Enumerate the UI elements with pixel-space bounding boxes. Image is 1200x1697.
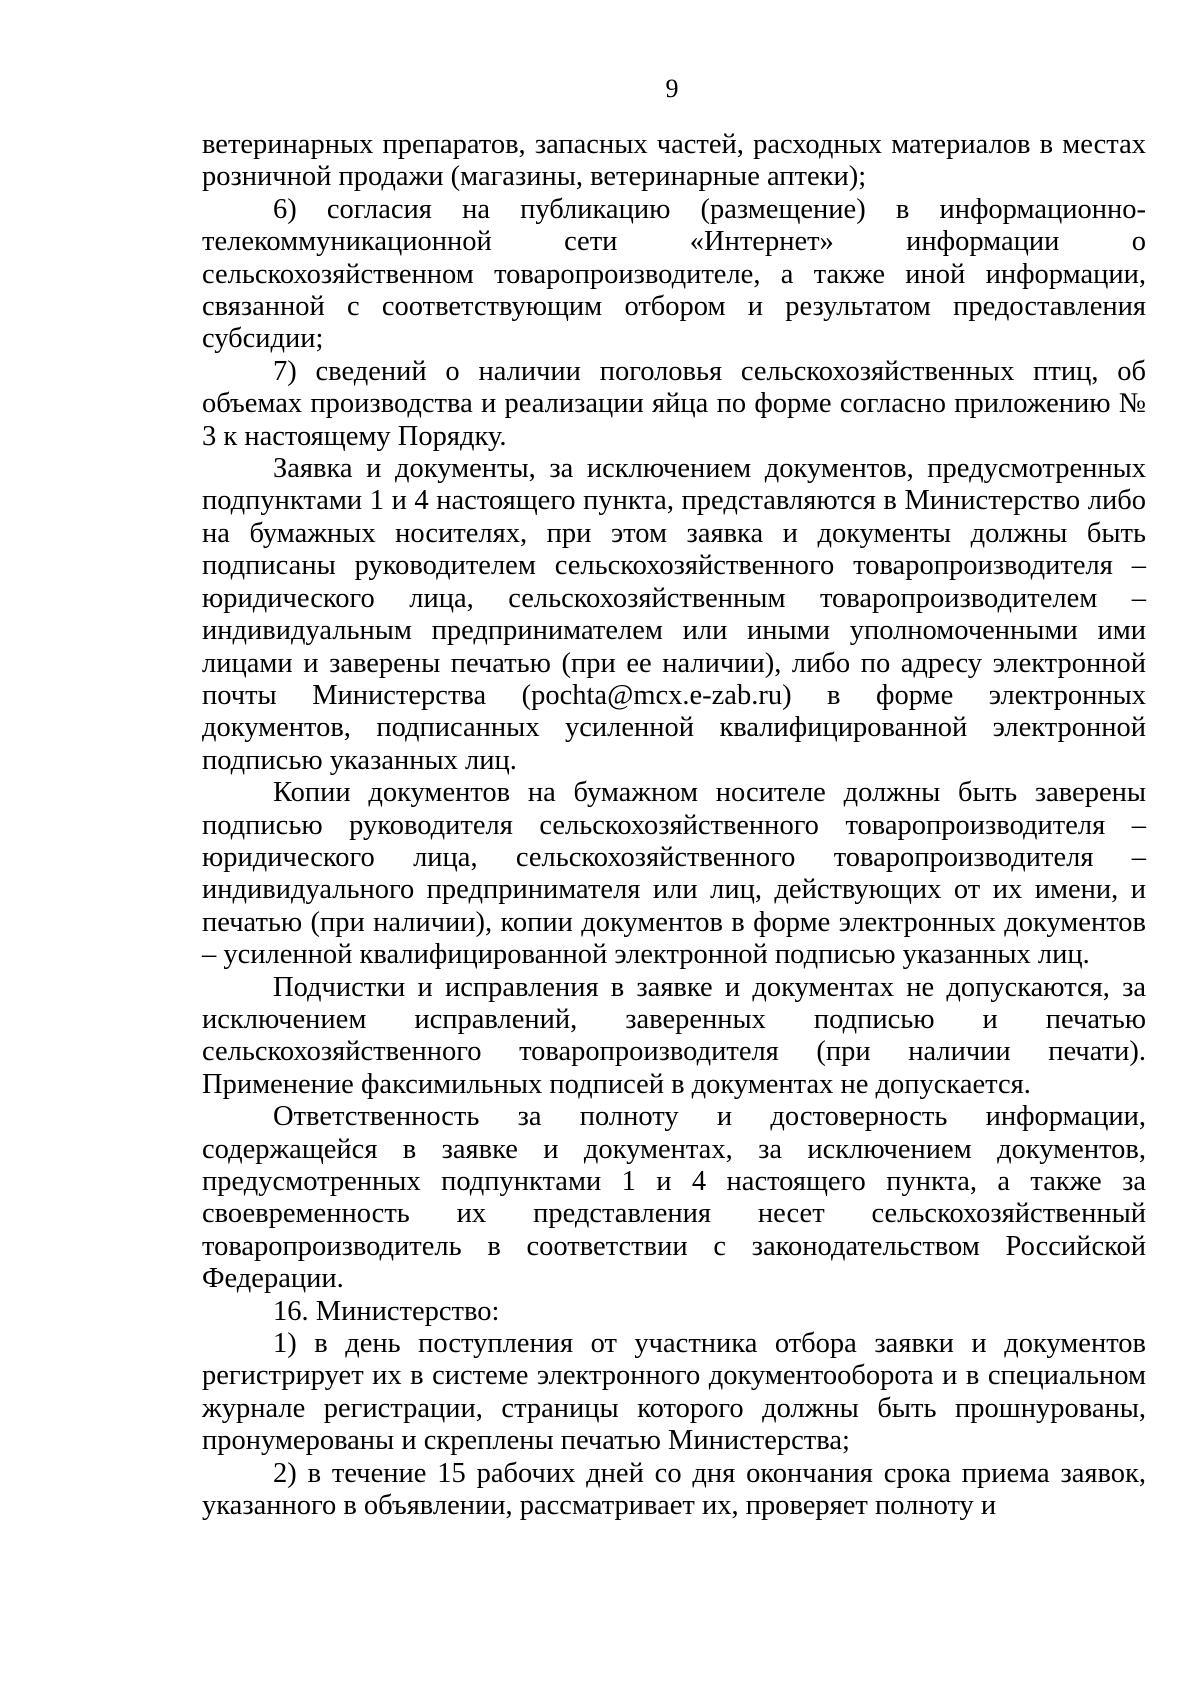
paragraph-item-6: 6) согласия на публикацию (размещение) в информационно-телекоммуникационной сети «Интернет» информации о сельскохозяйственном товаропроизводителе, а также иной информации, связанной с соответствующим отбором и результатом предоставления субсидии; — [202, 193, 1146, 355]
paragraph-item-7: 7) сведений о наличии поголовья сельскохозяйственных птиц, об объемах производства и реализации яйца по форме согласно приложению № 3 к настоящему Порядку. — [202, 355, 1146, 452]
paragraph-submission: Заявка и документы, за исключением документов, предусмотренных подпунктами 1 и 4 настоящего пункта, представляются в Министерство либо на бумажных носителях, при этом заявка и документы должны быть подписаны руководителем сельскохозяйственного товаропроизводителя – юридического лица, сельскохозяйственным товаропроизводителем – индивидуальным предпринимателем или иными уполномоченными ими лицами и заверены печатью (при ее наличии), либо по адресу электронной почты Министерства (pochta@mcx.e-zab.ru) в форме электронных документов, подписанных усиленной квалифицированной электронной подписью указанных лиц. — [202, 453, 1146, 776]
paragraph-responsibility: Ответственность за полноту и достоверность информации, содержащейся в заявке и документах, за исключением документов, предусмотренных подпунктами 1 и 4 настоящего пункта, а также за своевременность их представления несет сельскохозяйственный товаропроизводитель в соответствии с законодательством Российской Федерации. — [202, 1101, 1146, 1295]
paragraph-copies: Копии документов на бумажном носителе должны быть заверены подписью руководителя сельскохозяйственного товаропроизводителя – юридического лица, сельскохозяйственного товаропроизводителя – индивидуального предпринимателя или лиц, действующих от их имени, и печатью (при наличии), копии документов в форме электронных документов – усиленной квалифицированной электронной подписью указанных лиц. — [202, 777, 1146, 971]
paragraph-section-16: 16. Министерство: — [273, 1295, 500, 1327]
paragraph-continuation: ветеринарных препаратов, запасных частей, расходных материалов в местах розничной продажи (магазины, ветеринарные аптеки); — [202, 129, 1146, 193]
page-number: 9 — [665, 74, 679, 103]
paragraph-item-2: 2) в течение 15 рабочих дней со дня окончания срока приема заявок, указанного в объявлении, рассматривает их, проверяет полноту и — [202, 1457, 1146, 1522]
paragraph-corrections: Подчистки и исправления в заявке и документах не допускаются, за исключением исправлений, заверенных подписью и печатью сельскохозяйственного товаропроизводителя (при наличии печати). Применение факсимильных подписей в документах не допускается. — [202, 971, 1146, 1100]
document-body — [202, 129, 1146, 1522]
paragraph-item-1: 1) в день поступления от участника отбора заявки и документов регистрирует их в системе электронного документооборота и в специальном журнале регистрации, страницы которого должны быть прошнурованы, пронумерованы и скреплены печатью Министерства; — [202, 1328, 1146, 1457]
